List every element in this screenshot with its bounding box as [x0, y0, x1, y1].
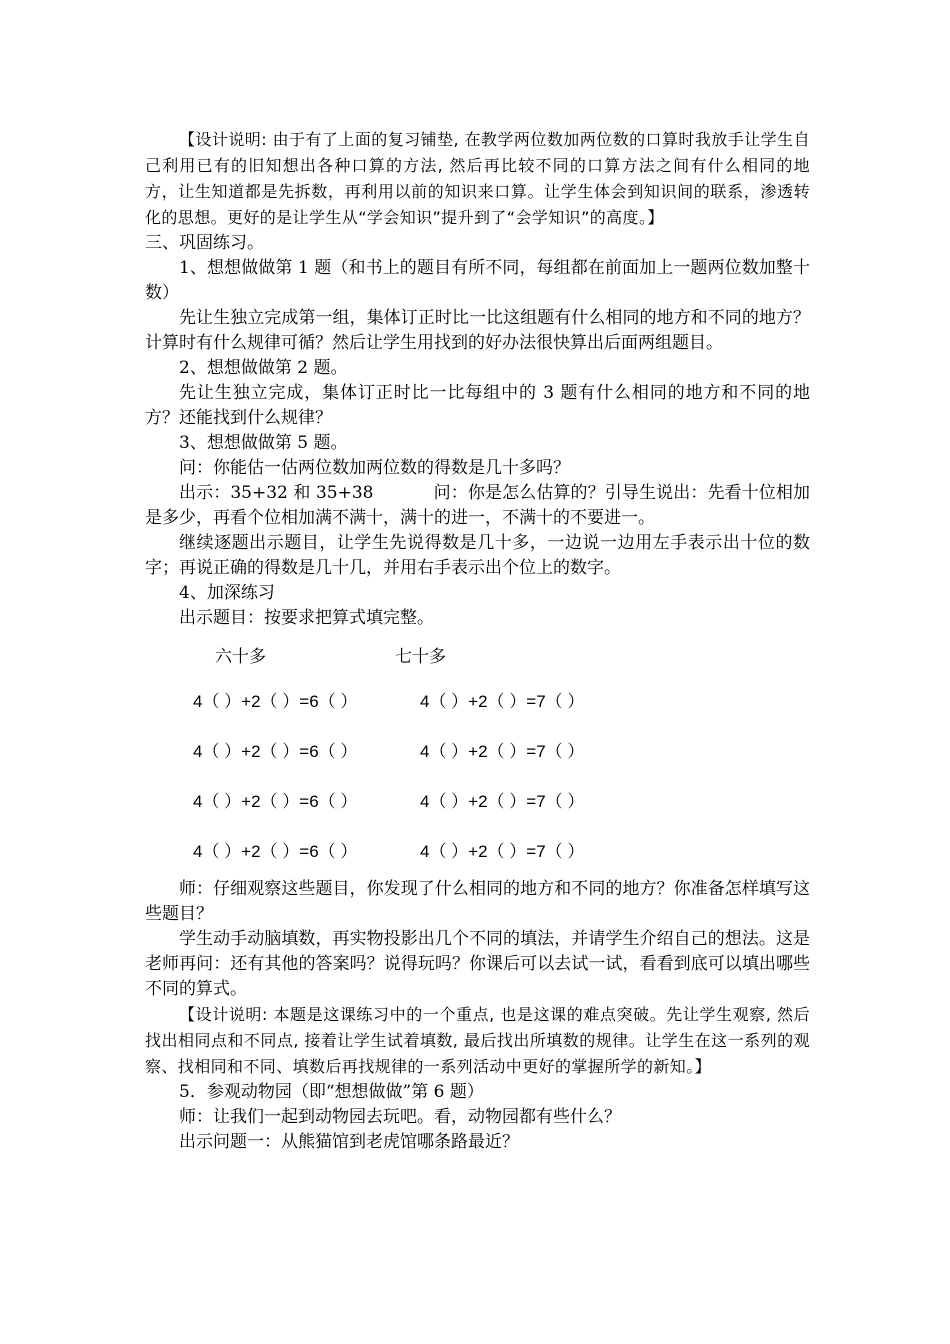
fill-row: [145, 839, 810, 877]
item-2-body: 先让生独立完成，集体订正时比一比每组中的 3 题有什么相同的地方和不同的地方？还能找到什么规律？: [145, 383, 810, 428]
section-heading: 三、巩固练习。: [145, 233, 264, 253]
item-3-continue: 继续逐题出示题目，让学生先说得数是几十多，一边说一边用左手表示出十位的数字；再说正确的得数是几十几，并用右手表示出个位上的数字。: [145, 533, 810, 578]
item-4-show: 出示题目：按要求把算式填完整。: [179, 608, 434, 628]
item-2-title: 2、想想做做第 2 题。: [179, 358, 348, 378]
design-note-2: 【设计说明: 本题是这课练习中的一个重点, 也是这课的难点突破。先让学生观察, 然后找出相同点和不同点, 接着让学生试着填数, 最后找出所填数的规律。让学生在这一系列的观察、找相同和不同、填数后再找规律的一系列活动中更好的掌握所学的新知。】: [145, 1005, 810, 1076]
document-page: [145, 127, 810, 1155]
item-3-question: 问：你能估一估两位数加两位数的得数是几十多吗？: [179, 458, 570, 478]
head-right: 七十多: [395, 647, 446, 667]
fill-row: [145, 689, 810, 739]
student-activity: 学生动手动脑填数，再实物投影出几个不同的填法，并请学生介绍自己的想法。这是老师再问：还有其他的答案吗？说得玩吗？你课后可以去试一试，看看到底可以填出哪些不同的算式。: [145, 929, 810, 999]
equation-left: 4（ ）+2（ ）=6（ ）: [193, 842, 358, 861]
item-3-title: 3、想想做做第 5 题。: [179, 433, 348, 453]
equation-left: 4（ ）+2（ ）=6（ ）: [193, 742, 358, 761]
item-3-show: [145, 481, 810, 531]
item-3-show-a: 出示：35+32 和 35+38: [179, 483, 374, 503]
item-3-show-b: 问：你是怎么估算的？引导生说出：先看十位相加是多少，再看个位相加满不满十，满十的进一，不满十的不要进一。: [145, 483, 811, 528]
fill-row: [145, 789, 810, 839]
fill-head: [145, 645, 810, 689]
head-left: 六十多: [215, 647, 266, 667]
equation-left: 4（ ）+2（ ）=6（ ）: [193, 692, 358, 711]
equation-right: 4（ ）+2（ ）=7（ ）: [420, 742, 585, 761]
equation-right: 4（ ）+2（ ）=7（ ）: [420, 792, 585, 811]
fill-row: [145, 739, 810, 789]
equation-left: 4（ ）+2（ ）=6（ ）: [193, 792, 358, 811]
teacher-question: 师：仔细观察这些题目，你发现了什么相同的地方和不同的地方？你准备怎样填写这些题目？: [145, 879, 810, 924]
item-1-title: 1、想想做做第 1 题（和书上的题目有所不同，每组都在前面加上一题两位数加整十数）: [145, 258, 810, 303]
item-5-title: 5．参观动物园（即“想想做做”第 6 题）: [179, 1082, 484, 1102]
teacher-zoo: 师：让我们一起到动物园去玩吧。看，动物园都有些什么？: [179, 1107, 621, 1127]
equation-right: 4（ ）+2（ ）=7（ ）: [420, 842, 585, 861]
equation-right: 4（ ）+2（ ）=7（ ）: [420, 692, 585, 711]
question-one: 出示问题一：从熊猫馆到老虎馆哪条路最近？: [179, 1132, 519, 1152]
fill-in-exercise: [145, 645, 810, 877]
item-1-body: 先让生独立完成第一组，集体订正时比一比这组题有什么相同的地方和不同的地方？计算时有什么规律可循？然后让学生用找到的好办法很快算出后面两组题目。: [145, 308, 810, 353]
item-4-title: 4、加深练习: [179, 583, 275, 603]
design-note-1: 【设计说明: 由于有了上面的复习铺垫, 在教学两位数加两位数的口算时我放手让学生自己利用已有的旧知想出各种口算的方法, 然后再比较不同的口算方法之间有什么相同的地方，让生知道都是先拆数，再利用以前的知识来口算。让学生体会到知识间的联系，渗透转化的思想。更好的是让学生从“学会知识”提升到了“会学知识”的高度。】: [145, 130, 810, 227]
